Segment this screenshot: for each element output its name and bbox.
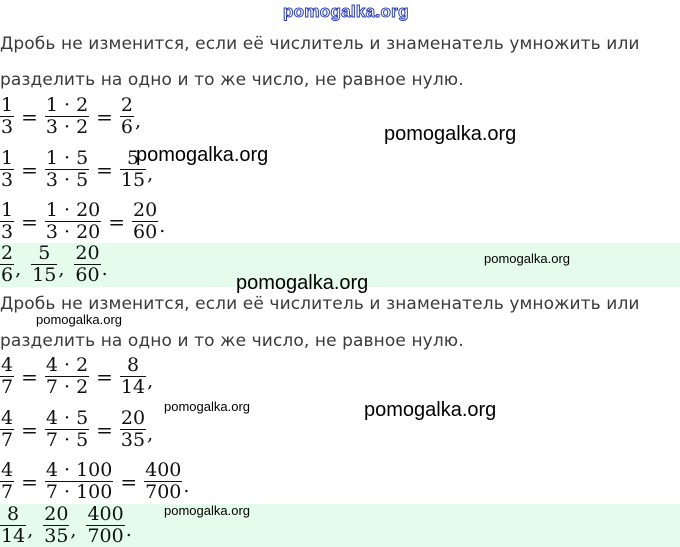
fraction-denominator: 3 [1, 221, 14, 243]
fraction-numerator: 4 · 5 [45, 407, 89, 429]
fraction-numerator: 5 [38, 243, 51, 264]
fraction-numerator: 1 · 2 [45, 94, 89, 116]
punctuation: , [58, 258, 65, 280]
fraction-denominator: 60 [75, 264, 100, 286]
fraction-numerator: 20 [120, 407, 146, 429]
watermark: pomogalka.org [484, 251, 570, 266]
fraction-numerator: 4 · 100 [45, 459, 113, 481]
fraction [86, 504, 124, 547]
fraction [0, 355, 14, 398]
watermark: pomogalka.org [236, 272, 369, 294]
fraction-numerator: 20 [133, 199, 158, 221]
answer-band [0, 504, 680, 547]
fraction-numerator: 4 [1, 407, 14, 429]
fraction [45, 408, 89, 451]
fraction-numerator: 1 · 5 [45, 147, 89, 169]
fraction-denominator: 6 [120, 116, 134, 138]
equals-sign: = [21, 469, 38, 494]
rule-text-line-2: разделить на одно и то же число, не равное нулю. [0, 331, 464, 351]
fraction-denominator: 7 · 5 [45, 429, 89, 451]
fraction [144, 460, 182, 503]
fraction-numerator: 4 [1, 459, 14, 481]
fraction-denominator: 7 [1, 429, 14, 451]
fraction-denominator: 700 [145, 481, 182, 503]
equation-row [0, 460, 189, 503]
equation-row [0, 355, 153, 398]
fraction-numerator: 1 [1, 147, 14, 169]
punctuation: , [70, 519, 77, 541]
punctuation: , [147, 163, 154, 185]
rule-text-line-1: Дробь не изменится, если её числитель и знаменатель умножить или [0, 34, 640, 54]
fraction-denominator: 15 [120, 169, 146, 191]
fraction-denominator: 3 [1, 116, 14, 138]
fraction [0, 148, 14, 191]
fraction-numerator: 1 [1, 199, 14, 221]
fraction [0, 200, 14, 243]
fraction-denominator: 3 · 2 [45, 116, 89, 138]
watermark: pomogalka.org [364, 399, 497, 421]
fraction-denominator: 14 [1, 525, 26, 547]
fraction-denominator: 35 [44, 525, 69, 547]
equals-sign: = [96, 104, 113, 129]
fraction-denominator: 14 [120, 376, 146, 398]
fraction-numerator: 400 [145, 459, 182, 481]
fraction-numerator: 8 [7, 504, 20, 525]
fraction [0, 504, 26, 547]
fraction-numerator: 2 [1, 243, 14, 264]
punctuation: . [125, 519, 132, 541]
punctuation: . [101, 258, 108, 280]
equals-sign: = [96, 157, 113, 182]
fraction [0, 408, 14, 451]
punctuation: , [147, 370, 154, 392]
equation-row [0, 148, 153, 191]
fraction-denominator: 60 [133, 221, 158, 243]
fraction [0, 460, 14, 503]
punctuation: , [135, 110, 142, 132]
watermark: pomogalka.org [164, 503, 250, 518]
fraction [45, 200, 101, 243]
fraction-denominator: 15 [32, 264, 57, 286]
fraction-numerator: 400 [87, 504, 124, 525]
fraction-numerator: 4 [1, 354, 14, 376]
punctuation: , [27, 519, 34, 541]
equals-sign: = [120, 469, 138, 494]
punctuation: , [147, 423, 154, 445]
fraction [0, 95, 14, 138]
rule-text-line-1: Дробь не изменится, если её числитель и знаменатель умножить или [0, 294, 640, 314]
fraction [31, 243, 57, 286]
fraction-denominator: 7 [1, 376, 14, 398]
equals-sign: = [96, 417, 113, 442]
fraction-numerator: 1 [1, 94, 14, 116]
equals-sign: = [108, 209, 126, 234]
fraction-denominator: 7 · 100 [45, 481, 113, 503]
fraction-denominator: 3 · 20 [45, 221, 101, 243]
fraction [45, 95, 89, 138]
fraction [120, 408, 146, 451]
punctuation: . [159, 215, 166, 237]
site-watermark-top[interactable]: pomogalka.org [283, 2, 409, 21]
equals-sign: = [21, 364, 38, 389]
fraction-numerator: 1 · 20 [45, 199, 101, 221]
fraction [43, 504, 69, 547]
watermark: pomogalka.org [384, 123, 517, 145]
fraction-denominator: 700 [87, 525, 124, 547]
fraction [45, 460, 113, 503]
fraction [45, 355, 89, 398]
fraction [132, 200, 158, 243]
rule-text-line-2: разделить на одно и то же число, не равное нулю. [0, 70, 464, 90]
fraction [0, 243, 14, 286]
fraction-numerator: 20 [75, 243, 100, 264]
fraction [120, 95, 134, 138]
equals-sign: = [21, 104, 38, 129]
fraction-numerator: 8 [126, 354, 140, 376]
fraction [45, 148, 89, 191]
fraction-numerator: 4 · 2 [45, 354, 89, 376]
equation-row [0, 408, 153, 451]
equals-sign: = [21, 417, 38, 442]
equals-sign: = [96, 364, 113, 389]
watermark: pomogalka.org [36, 312, 122, 327]
fraction-denominator: 7 [1, 481, 14, 503]
punctuation: . [183, 475, 190, 497]
fraction-denominator: 3 [1, 169, 14, 191]
fraction-numerator: 5 [126, 147, 140, 169]
equation-row [0, 95, 141, 138]
fraction [120, 355, 146, 398]
punctuation: , [15, 258, 22, 280]
watermark: pomogalka.org [136, 144, 269, 166]
fraction-denominator: 35 [120, 429, 146, 451]
fraction [74, 243, 100, 286]
watermark: pomogalka.org [164, 399, 250, 414]
equation-row [0, 200, 165, 243]
fraction-numerator: 2 [120, 94, 134, 116]
fraction-numerator: 20 [44, 504, 69, 525]
fraction-denominator: 3 · 5 [45, 169, 89, 191]
equals-sign: = [21, 209, 38, 234]
fraction-denominator: 7 · 2 [45, 376, 89, 398]
fraction-denominator: 6 [1, 264, 14, 286]
equals-sign: = [21, 157, 38, 182]
